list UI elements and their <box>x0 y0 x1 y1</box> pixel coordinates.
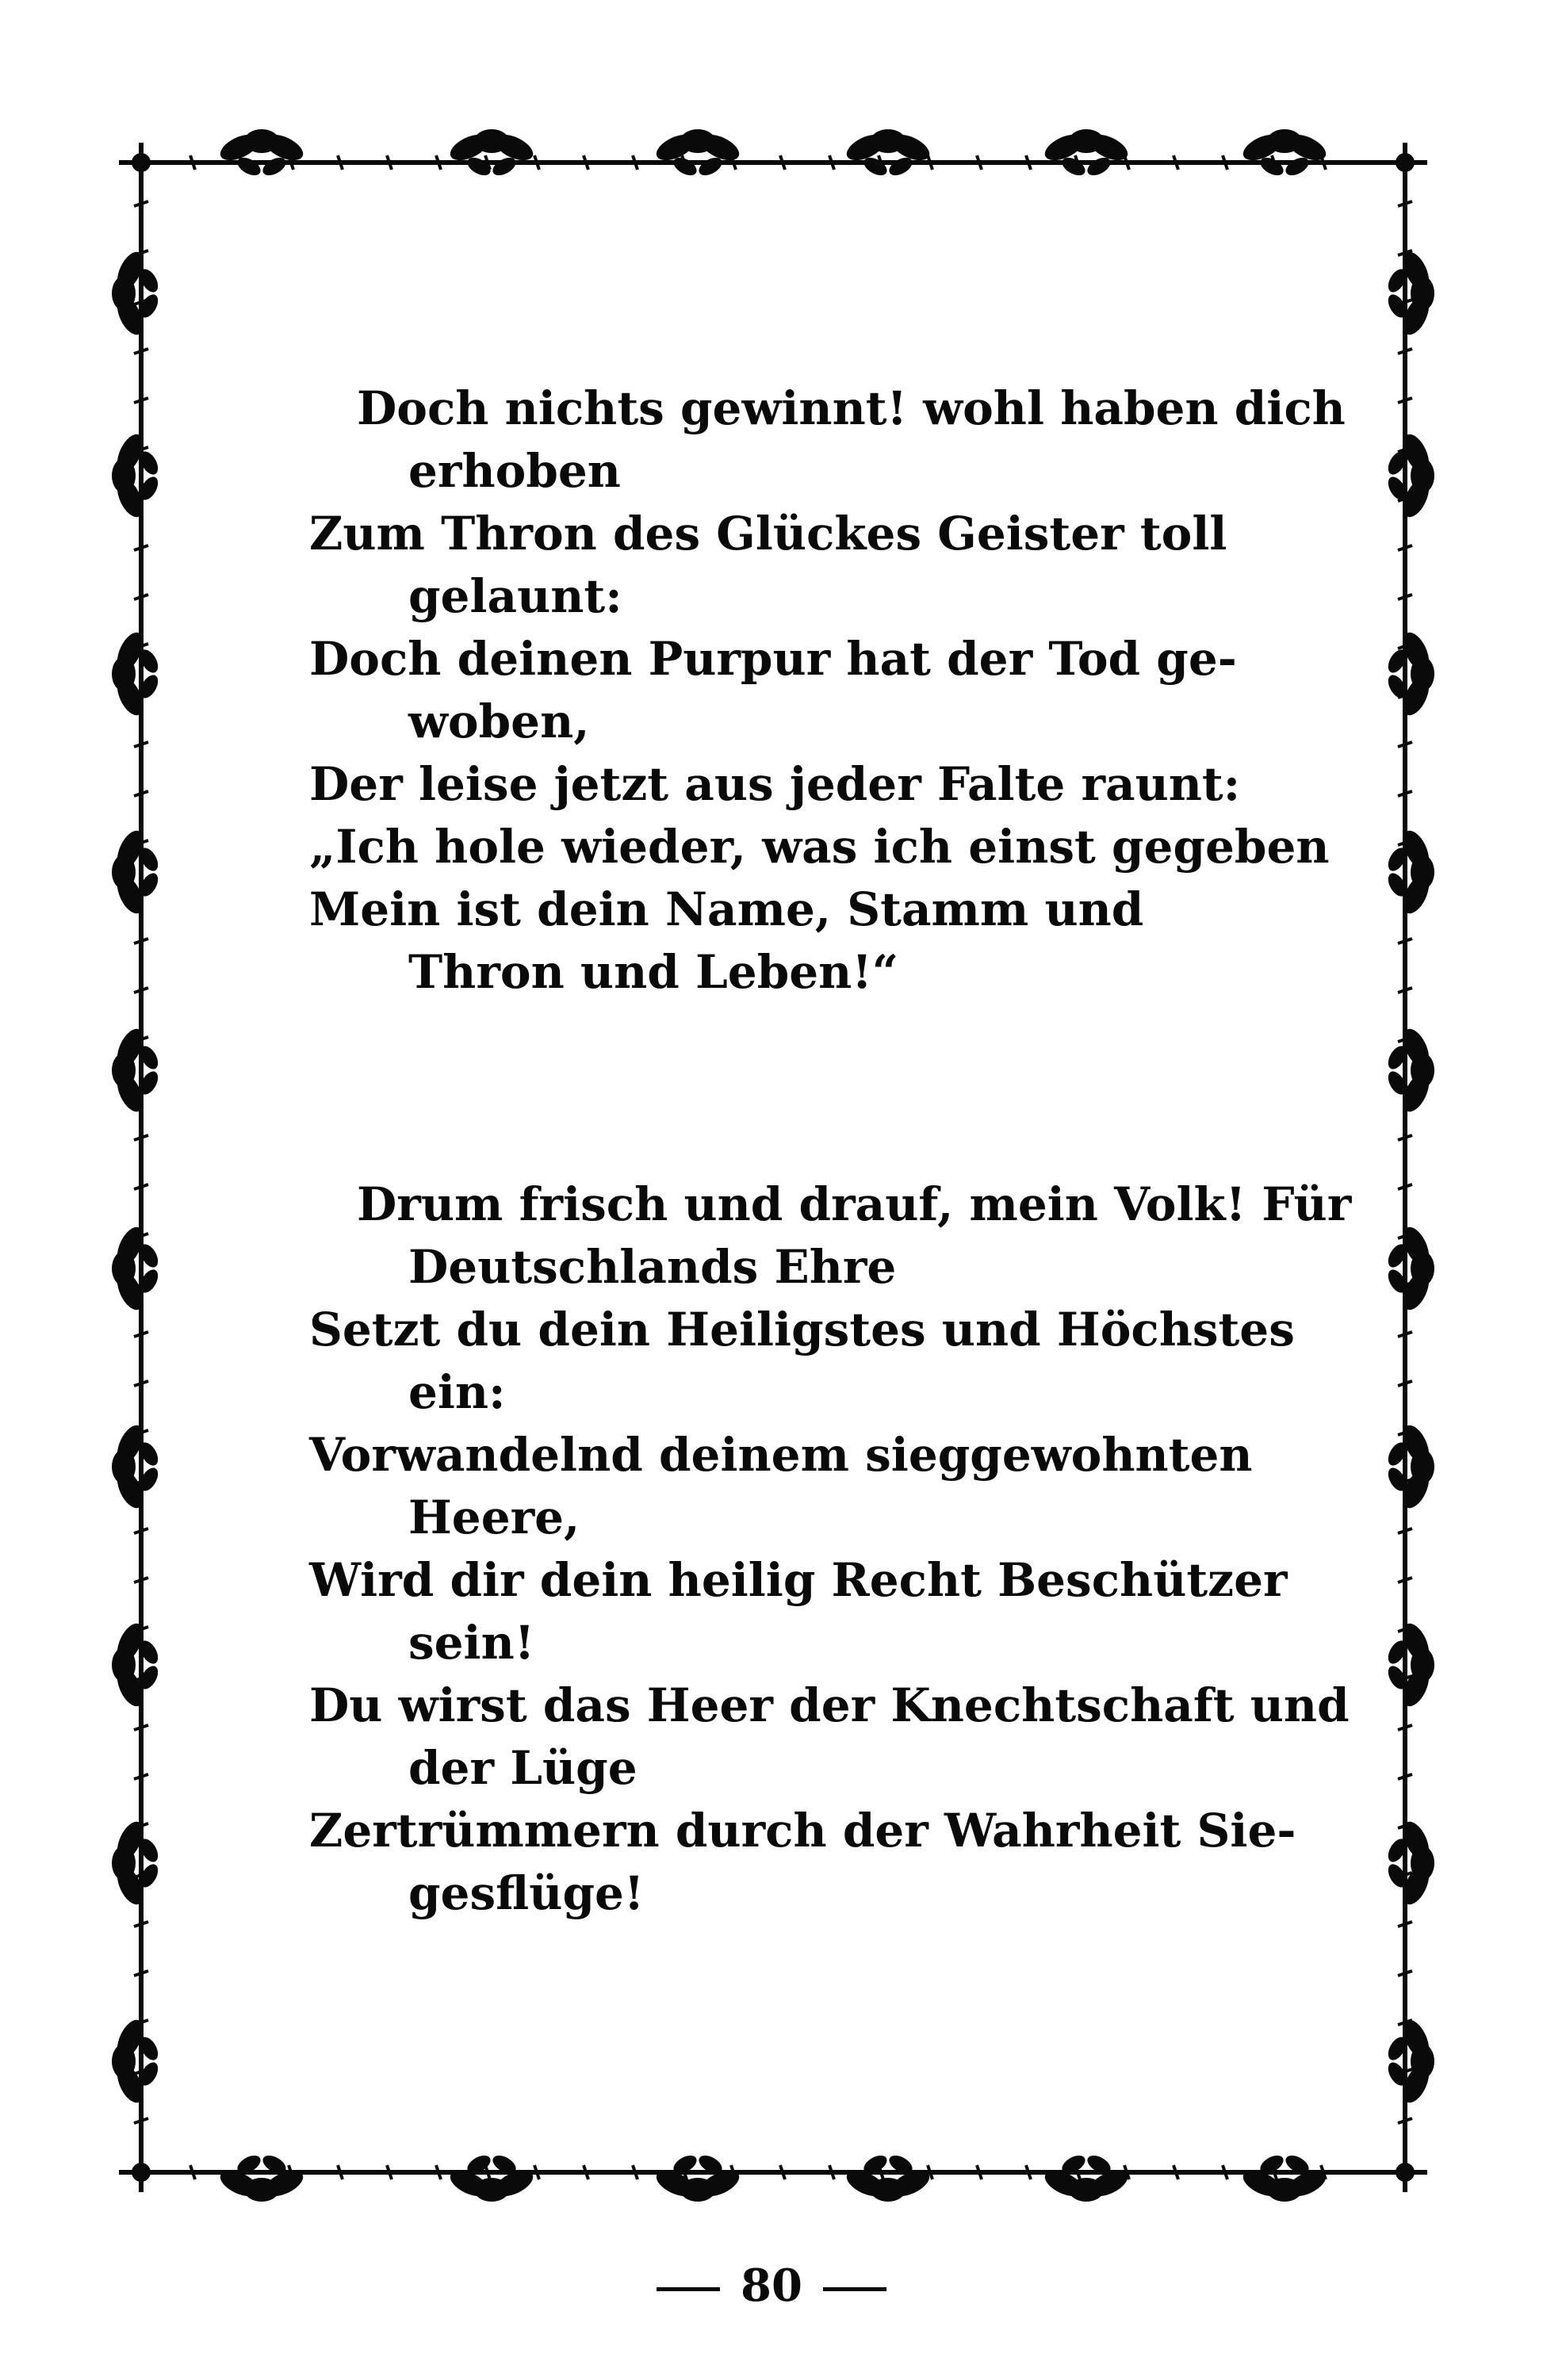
leaf-ornament-icon <box>653 2152 743 2202</box>
verse-line: Drum frisch und drauf, mein Volk! Für <box>357 1177 1352 1231</box>
arrow-right-icon <box>657 2287 720 2291</box>
leaf-ornament-icon <box>843 2152 933 2202</box>
verse-line: Der leise jetzt aus jeder Falte raunt: <box>309 757 1241 811</box>
verse-line: Doch deinen Purpur hat der Tod ge- <box>309 632 1237 686</box>
leaf-ornament-icon <box>1384 1421 1434 1512</box>
leaf-ornament-icon <box>1041 2152 1131 2202</box>
corner-flourish-icon <box>132 153 151 172</box>
verse-line: woben, <box>408 694 590 748</box>
leaf-ornament-icon <box>1384 1223 1434 1314</box>
leaf-ornament-icon <box>112 827 162 917</box>
verse-line: Doch nichts gewinnt! wohl haben dich <box>357 381 1346 435</box>
verse-line: erhoben <box>408 444 621 498</box>
leaf-ornament-icon <box>1239 129 1330 179</box>
leaf-ornament-icon <box>1384 248 1434 339</box>
leaf-ornament-icon <box>843 129 933 179</box>
leaf-ornament-icon <box>1384 1620 1434 1710</box>
verse-line: Zum Thron des Glückes Geister toll <box>309 507 1227 561</box>
leaf-ornament-icon <box>446 2152 537 2202</box>
leaf-ornament-icon <box>1384 430 1434 521</box>
corner-flourish-icon <box>1396 153 1415 172</box>
verse-line: gelaunt: <box>408 569 622 623</box>
verse-line: Mein ist dein Name, Stamm und <box>309 882 1144 936</box>
verse-line: Vorwandelnd deinem sieggewohnten <box>309 1428 1253 1482</box>
leaf-ornament-icon <box>112 1620 162 1710</box>
leaf-ornament-icon <box>216 129 307 179</box>
stanza-2 <box>309 1173 1352 1925</box>
leaf-ornament-icon <box>1384 2016 1434 2106</box>
leaf-ornament-icon <box>112 2016 162 2106</box>
verse-line: Zertrümmern durch der Wahrheit Sie- <box>309 1804 1296 1858</box>
leaf-ornament-icon <box>112 1025 162 1115</box>
leaf-ornament-icon <box>1384 1818 1434 1908</box>
corner-flourish-icon <box>132 2163 151 2182</box>
verse-line: Setzt du dein Heiligstes und Höchstes <box>309 1303 1295 1356</box>
verse-line: Du wirst das Heer der Knechtschaft und <box>309 1678 1350 1732</box>
verse-line: Deutschlands Ehre <box>408 1240 897 1294</box>
leaf-ornament-icon <box>112 248 162 339</box>
corner-flourish-icon <box>1396 2163 1415 2182</box>
arrow-left-icon <box>823 2287 886 2291</box>
verse-line: ein: <box>408 1365 506 1419</box>
verse-line: der Lüge <box>408 1741 637 1795</box>
page-number-value: 80 <box>741 2259 802 2312</box>
leaf-ornament-icon <box>446 129 537 179</box>
page-number <box>0 2259 1543 2312</box>
leaf-ornament-icon <box>653 129 743 179</box>
verse-line: Heere, <box>408 1490 580 1544</box>
leaf-ornament-icon <box>112 629 162 719</box>
verse-line: Wird dir dein heilig Recht Beschützer <box>309 1553 1288 1607</box>
leaf-ornament-icon <box>1239 2152 1330 2202</box>
verse-line: Thron und Leben!“ <box>408 945 899 999</box>
stanza-1 <box>309 377 1346 1004</box>
verse-line: sein! <box>408 1616 535 1670</box>
verse-line: gesflüge! <box>408 1866 645 1920</box>
leaf-ornament-icon <box>1384 629 1434 719</box>
verse-line: „Ich hole wieder, was ich einst gegeben <box>309 820 1330 874</box>
leaf-ornament-icon <box>112 430 162 521</box>
leaf-ornament-icon <box>1041 129 1131 179</box>
leaf-ornament-icon <box>112 1818 162 1908</box>
